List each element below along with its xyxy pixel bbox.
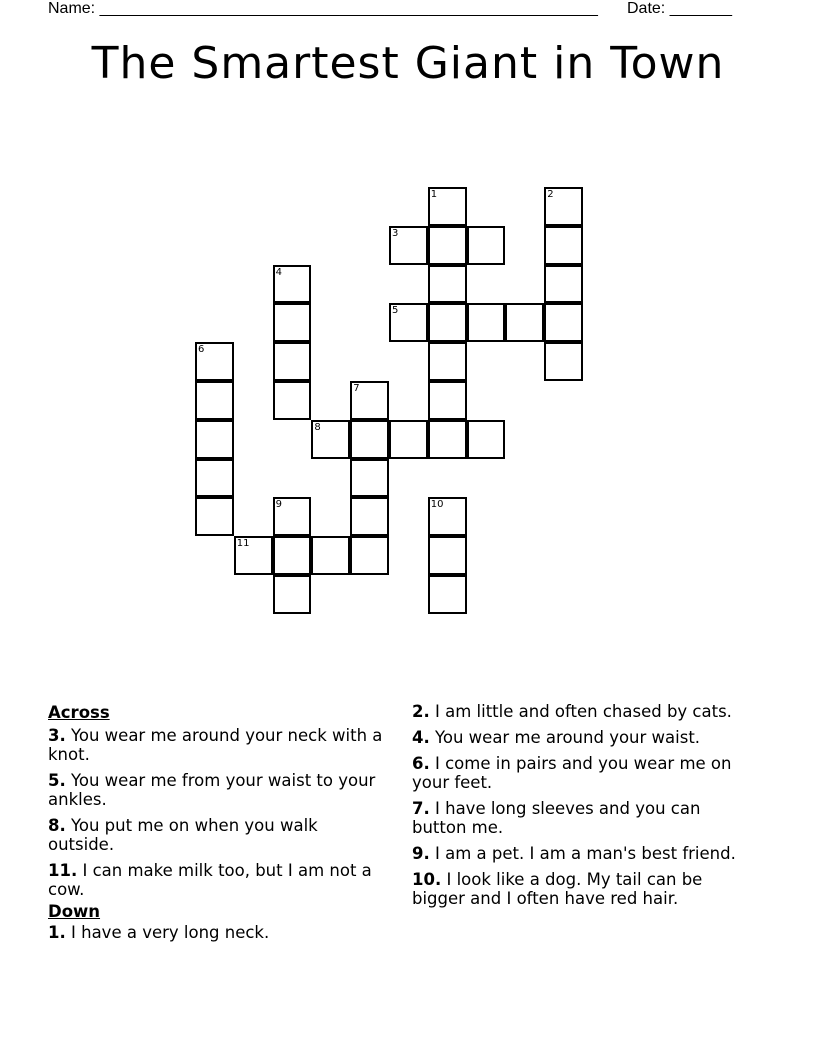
grid-cell[interactable] (273, 497, 312, 536)
clue-down-10: 10. I look like a dog. My tail can be bigger and I often have red hair. (412, 870, 703, 908)
down-heading: Down (48, 902, 101, 921)
grid-cell[interactable] (428, 342, 467, 381)
grid-cell[interactable] (273, 536, 312, 575)
grid-cell[interactable] (505, 303, 544, 342)
clue-down-6: 6. I come in pairs and you wear me on your feet. (412, 754, 732, 792)
grid-cell[interactable] (273, 381, 312, 420)
grid-cell[interactable] (428, 303, 467, 342)
grid-cell[interactable] (350, 497, 389, 536)
grid-cell[interactable] (195, 381, 234, 420)
clue-number: 7 (353, 383, 360, 394)
clue-down-1: 1. I have a very long neck. (48, 923, 270, 942)
grid-cell[interactable] (195, 342, 234, 381)
grid-cell[interactable] (389, 226, 428, 265)
clue-number: 6 (198, 344, 205, 356)
clue-across-3: 3. You wear me around your neck with a knot. (48, 726, 383, 764)
grid-cell[interactable] (428, 187, 467, 226)
page-title: The Smartest Giant in Town (91, 38, 725, 89)
clue-number: 1 (430, 189, 438, 200)
grid-cell[interactable] (389, 303, 428, 342)
grid-cell[interactable] (544, 187, 583, 226)
clue-number: 3 (392, 227, 399, 239)
clue-number: 8 (314, 421, 321, 433)
grid-cell[interactable] (544, 265, 583, 304)
clue-across-11: 11. I can make milk too, but I am not a cow. (48, 861, 372, 899)
clues-right-column (412, 702, 752, 915)
clues-left-column (48, 702, 388, 949)
clue-down-2: 2. I am little and often chased by cats. (412, 702, 732, 721)
grid-cell[interactable] (467, 420, 506, 459)
grid-cell[interactable] (428, 575, 467, 614)
grid-cell[interactable] (389, 420, 428, 459)
grid-cell[interactable] (350, 536, 389, 575)
grid-cell[interactable] (311, 420, 350, 459)
grid-cell[interactable] (273, 265, 312, 304)
grid-cell[interactable] (467, 226, 506, 265)
grid-cell[interactable] (234, 536, 273, 575)
clue-number: 5 (392, 305, 399, 317)
grid-cell[interactable] (544, 303, 583, 342)
grid-cell[interactable] (544, 342, 583, 381)
grid-cell[interactable] (467, 303, 506, 342)
grid-cell[interactable] (428, 381, 467, 420)
clue-across-5: 5. You wear me from your waist to your ankles. (48, 771, 376, 809)
clue-across-8: 8. You put me on when you walk outside. (48, 816, 318, 854)
grid-cell[interactable] (428, 265, 467, 304)
clue-number: 4 (275, 266, 282, 278)
grid-cell[interactable] (273, 303, 312, 342)
clue-down-4: 4. You wear me around your waist. (412, 728, 701, 747)
grid-cell[interactable] (428, 226, 467, 265)
grid-cell[interactable] (195, 497, 234, 536)
grid-cell[interactable] (350, 381, 389, 420)
grid-cell[interactable] (195, 459, 234, 498)
grid-cell[interactable] (428, 420, 467, 459)
grid-cell[interactable] (350, 459, 389, 498)
across-heading: Across (48, 703, 110, 722)
grid-cell[interactable] (350, 420, 389, 459)
clue-number: 10 (430, 499, 444, 511)
grid-cell[interactable] (273, 342, 312, 381)
grid-cell[interactable] (428, 536, 467, 575)
clue-down-7: 7. I have long sleeves and you can button me. (412, 799, 701, 837)
clue-down-9: 9. I am a pet. I am a man's best friend. (412, 844, 736, 863)
name-field[interactable]: Name: ________________________________________________________ (48, 0, 598, 17)
date-field[interactable]: Date: _______ (627, 0, 732, 17)
grid-cell[interactable] (273, 575, 312, 614)
grid-cell[interactable] (544, 226, 583, 265)
grid-cell[interactable] (311, 536, 350, 575)
clue-number: 9 (275, 499, 282, 511)
clue-number: 2 (547, 189, 554, 200)
grid-cell[interactable] (428, 497, 467, 536)
grid-cell[interactable] (195, 420, 234, 459)
clue-number: 11 (236, 538, 250, 550)
